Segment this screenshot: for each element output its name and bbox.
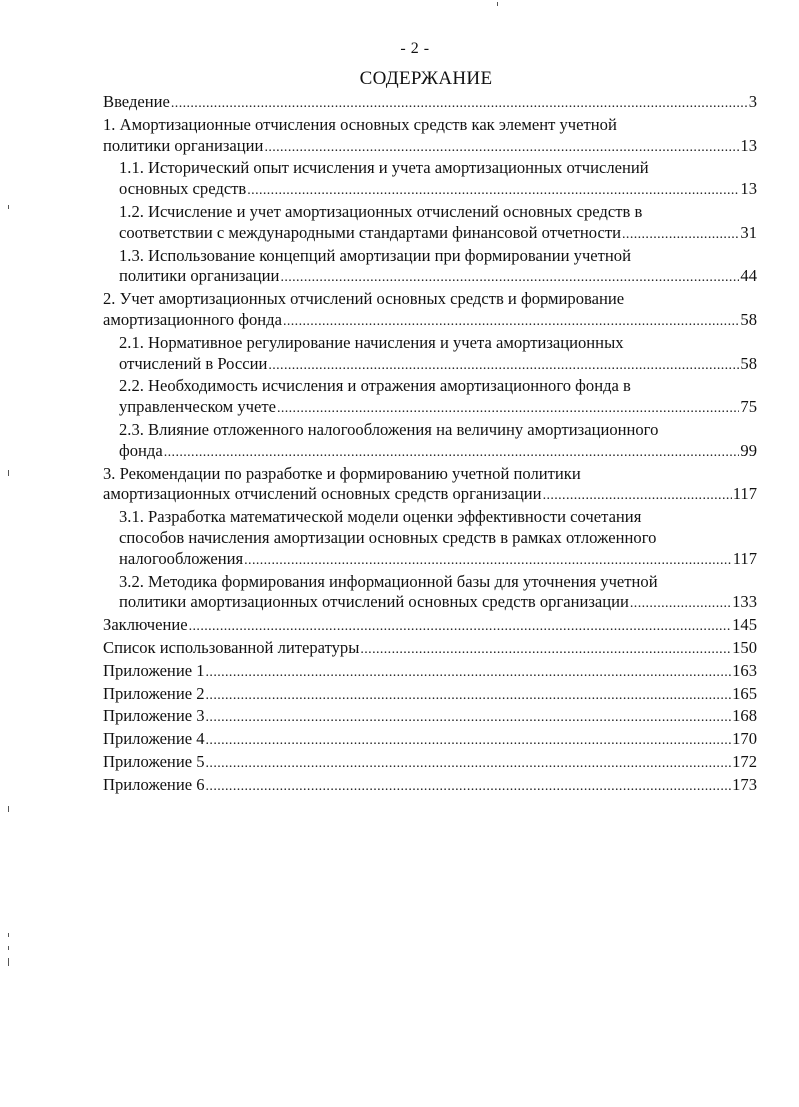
dot-leader	[277, 399, 739, 420]
toc-entry-text: управленческом учете	[119, 397, 276, 417]
scan-mark	[8, 806, 9, 812]
toc-entry-line	[103, 615, 757, 638]
toc-entry-line	[119, 266, 757, 289]
toc-entry-page: 13	[740, 135, 757, 155]
toc-entry-page: 170	[732, 729, 757, 749]
toc-entry-text: политики организации	[119, 266, 280, 286]
toc-entry	[103, 706, 757, 729]
dot-leader	[268, 356, 739, 377]
toc-entry-line	[119, 592, 757, 615]
dot-leader	[280, 268, 739, 289]
toc-entry-text: Приложение 6	[103, 774, 205, 794]
scan-mark	[8, 958, 9, 966]
scan-mark	[497, 2, 498, 6]
toc-entry	[103, 684, 757, 707]
scan-mark	[8, 470, 9, 476]
toc-entry-page: 13	[740, 179, 757, 199]
toc-entry	[103, 376, 757, 420]
dot-leader	[244, 551, 732, 572]
dot-leader	[206, 731, 732, 752]
toc-entry-line	[103, 729, 757, 752]
dot-leader	[630, 594, 731, 615]
toc-entry-line	[103, 684, 757, 707]
toc-entry-heading-line: 3.1. Разработка математической модели оценки эффективности сочетания	[119, 507, 642, 527]
toc-entry-line	[103, 484, 757, 507]
toc-entry-heading-line: 1.3. Использование концепций амортизации при формировании учетной	[119, 245, 631, 265]
toc-entry	[103, 115, 757, 159]
toc-entry-page: 44	[740, 266, 757, 286]
toc-entry	[103, 158, 757, 202]
toc-entry-text: фонда	[119, 440, 163, 460]
toc-entry-heading-line: 3.2. Методика формирования информационной базы для уточнения учетной	[119, 571, 658, 591]
toc-entry-page: 31	[740, 222, 757, 242]
dot-leader	[360, 640, 731, 661]
toc-entry-heading-line: 2. Учет амортизационных отчислений основных средств и формирование	[103, 289, 625, 309]
toc-entry-heading-line: способов начисления амортизации основных средств в рамках отложенного	[119, 527, 657, 547]
toc-entry-page: 117	[732, 548, 757, 568]
toc-entry-page: 150	[732, 637, 757, 657]
toc-entry-text: Приложение 1	[103, 660, 205, 680]
toc-entry-text: амортизационных отчислений основных средств организации	[103, 484, 542, 504]
toc-entry-line	[119, 179, 757, 202]
dot-leader	[206, 754, 732, 775]
toc-entry-line	[103, 638, 757, 661]
dot-leader	[189, 617, 731, 638]
table-of-contents	[103, 92, 757, 798]
toc-entry-line	[103, 706, 757, 729]
toc-entry-line	[103, 92, 757, 115]
toc-entry-line	[119, 354, 757, 377]
toc-entry-text: амортизационного фонда	[103, 309, 282, 329]
dot-leader	[543, 486, 732, 507]
toc-entry-page: 117	[732, 484, 757, 504]
toc-entry	[103, 775, 757, 798]
toc-entry-line	[103, 775, 757, 798]
toc-entry	[103, 92, 757, 115]
toc-entry-text: Список использованной литературы	[103, 637, 360, 657]
toc-entry-text: налогообложения	[119, 548, 244, 568]
toc-entry-text: Приложение 5	[103, 751, 205, 771]
scan-mark	[8, 205, 9, 209]
toc-entry-text: соответствии с международными стандартами финансовой отчетности	[119, 222, 622, 242]
toc-entry-text: политики амортизационных отчислений основных средств организации	[119, 592, 629, 612]
dot-leader	[283, 312, 739, 333]
dot-leader	[622, 225, 739, 246]
toc-entry-page: 163	[732, 660, 757, 680]
toc-entry-heading-line: 1.1. Исторический опыт исчисления и учета амортизационных отчислений	[119, 158, 649, 178]
toc-entry-heading-line: 2.2. Необходимость исчисления и отражения амортизационного фонда в	[119, 376, 631, 396]
toc-title: СОДЕРЖАНИЕ	[359, 68, 493, 89]
toc-entry	[103, 333, 757, 377]
toc-entry-line	[103, 661, 757, 684]
toc-entry	[103, 202, 757, 246]
toc-entry-page: 145	[732, 615, 757, 635]
toc-entry-line	[103, 752, 757, 775]
toc-entry-heading-line: 2.3. Влияние отложенного налогообложения на величину амортизационного	[119, 419, 659, 439]
toc-entry-page: 172	[732, 751, 757, 771]
dot-leader	[171, 94, 748, 115]
toc-entry-page: 99	[740, 440, 757, 460]
toc-entry-heading-line: 1. Амортизационные отчисления основных средств как элемент учетной	[103, 114, 617, 134]
toc-entry-heading-line: 2.1. Нормативное регулирование начисления и учета амортизационных	[119, 332, 624, 352]
toc-entry-page: 133	[732, 592, 757, 612]
toc-entry-heading-line: 1.2. Исчисление и учет амортизационных отчислений основных средств в	[119, 201, 643, 221]
toc-entry-heading-line: 3. Рекомендации по разработке и формированию учетной политики	[103, 463, 581, 483]
dot-leader	[247, 181, 739, 202]
toc-entry	[103, 729, 757, 752]
toc-entry-text: основных средств	[119, 179, 247, 199]
toc-entry	[103, 615, 757, 638]
dot-leader	[206, 708, 732, 729]
toc-entry	[103, 507, 757, 571]
toc-entry-page: 3	[748, 92, 757, 111]
toc-entry-line	[119, 441, 757, 464]
toc-entry	[103, 289, 757, 333]
toc-entry-line	[119, 549, 757, 572]
toc-entry-text: Приложение 4	[103, 729, 205, 749]
toc-entry-line	[119, 397, 757, 420]
toc-entry-page: 168	[732, 706, 757, 726]
toc-entry-line	[103, 310, 757, 333]
toc-entry	[103, 752, 757, 775]
toc-entry-line	[103, 136, 757, 159]
toc-entry-page: 165	[732, 683, 757, 703]
toc-entry-line	[119, 223, 757, 246]
toc-entry-text: отчислений в России	[119, 353, 268, 373]
toc-entry	[103, 661, 757, 684]
scan-mark	[8, 933, 9, 937]
toc-entry-page: 58	[740, 309, 757, 329]
dot-leader	[264, 138, 739, 159]
page-number: - 2 -	[400, 40, 430, 57]
toc-entry-page: 173	[732, 774, 757, 794]
toc-entry	[103, 572, 757, 616]
dot-leader	[206, 686, 732, 707]
toc-entry-text: Заключение	[103, 615, 188, 635]
toc-entry	[103, 464, 757, 508]
toc-entry-text: Приложение 2	[103, 683, 205, 703]
toc-entry	[103, 420, 757, 464]
toc-entry	[103, 246, 757, 290]
dot-leader	[164, 443, 740, 464]
toc-entry-text: Введение	[103, 92, 170, 111]
scan-mark	[8, 946, 9, 950]
dot-leader	[206, 777, 732, 798]
toc-entry-text: политики организации	[103, 135, 264, 155]
toc-entry-page: 75	[740, 397, 757, 417]
toc-entry-page: 58	[740, 353, 757, 373]
toc-entry	[103, 638, 757, 661]
dot-leader	[206, 663, 732, 684]
toc-entry-text: Приложение 3	[103, 706, 205, 726]
